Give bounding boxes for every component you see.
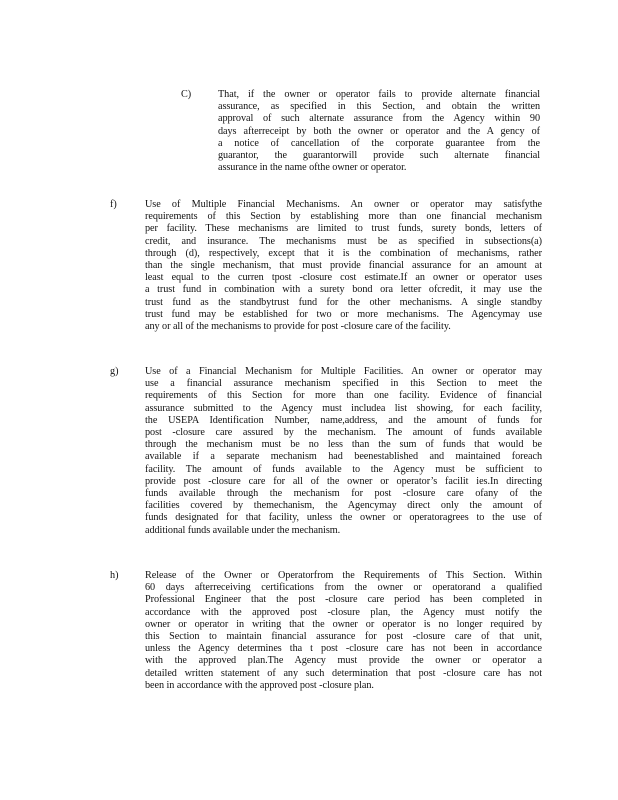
text-line: requirements of this Section by establishing more than one financial mechanism bbox=[145, 211, 542, 223]
text-line: Use of Multiple Financial Mechanisms. An owner or operator may satisfythe bbox=[145, 199, 542, 210]
text-line: detailed written statement of any such determination that post -closure care has not bbox=[145, 667, 542, 679]
text-line: least equal to the curren tpost -closure cost estimate.If an owner or operator uses bbox=[145, 272, 542, 284]
section-h-paragraph bbox=[145, 570, 542, 692]
text-line: additional funds available under the mechanism. bbox=[145, 524, 341, 536]
text-line: with the approved plan.The Agency must provide the owner or operator a bbox=[145, 655, 542, 667]
text-line: guarantor, the guarantorwill provide such alternate financial bbox=[218, 150, 540, 162]
section-marker-h: h) bbox=[110, 570, 119, 581]
text-line: assurance in the name ofthe owner or operator. bbox=[218, 162, 407, 174]
text-line: Use of a Financial Mechanism for Multiple Facilities. An owner or operator may bbox=[145, 366, 542, 377]
text-line: use a financial assurance mechanism specified in this Section to meet the bbox=[145, 378, 542, 390]
text-line: a notice of cancellation of the corporate guarantee from the bbox=[218, 137, 540, 149]
text-line: been in accordance with the approved post -closure plan. bbox=[145, 679, 374, 691]
text-line: per facility. These mechanisms are limited to trust funds, surety bonds, letters of bbox=[145, 223, 542, 235]
text-line: available if a separate mechanism had beenestablished and maintained foreach bbox=[145, 451, 542, 463]
section-marker-f: f) bbox=[110, 199, 117, 210]
text-line: assurance, as specified in this Section, and obtain the written bbox=[218, 101, 540, 113]
text-line: 60 days afterreceiving certifications from the owner or operatorand a qualified bbox=[145, 582, 542, 594]
text-line: funds designated for that facility, unless the owner or operatoragrees to the use of bbox=[145, 512, 542, 524]
text-line: the USEPA Identification Number, name,address, and the amount of funds for bbox=[145, 414, 542, 426]
text-line: Professional Engineer that the post -closure care period has been completed in bbox=[145, 594, 542, 606]
text-line: this Section to maintain financial assurance for post -closure care of that unit, bbox=[145, 631, 542, 643]
text-line: credit, and insurance. The mechanisms must be as specified in subsections(a) bbox=[145, 235, 542, 247]
subsection-marker-c: C) bbox=[181, 89, 192, 100]
text-line: trust fund as the standbytrust fund for the other mechanisms. A single standby bbox=[145, 296, 542, 308]
text-line: accordance with the approved post -closure plan, the Agency must notify the bbox=[145, 606, 542, 618]
text-line: That, if the owner or operator fails to provide alternate financial bbox=[218, 89, 540, 100]
text-line: funds available through the mechanism for post -closure care ofany of the bbox=[145, 488, 542, 500]
subsection-c-paragraph bbox=[218, 89, 540, 174]
text-line: trust fund may be established for two or more mechanisms. The Agencymay use bbox=[145, 308, 542, 320]
text-line: post -closure care assured by the mechanism. The amount of funds available bbox=[145, 427, 542, 439]
text-line: than the single mechanism, that must provide financial assurance for an amount at bbox=[145, 260, 542, 272]
text-line: owner or operator in writing that the owner or operator is no longer required by bbox=[145, 618, 542, 630]
text-line: any or all of the mechanisms to provide for post -closure care of the facility. bbox=[145, 321, 451, 333]
text-line: Release of the Owner or Operatorfrom the Requirements of This Section. Within bbox=[145, 570, 542, 581]
text-line: days afterreceipt by both the owner or operator and the A gency of bbox=[218, 125, 540, 137]
text-line: requirements of this Section for more than one facility. Evidence of financial bbox=[145, 390, 542, 402]
section-f-paragraph bbox=[145, 199, 542, 333]
text-line: unless the Agency determines tha t post -closure care has not been in accordance bbox=[145, 643, 542, 655]
text-line: assurance submitted to the Agency must includea list showing, for each facility, bbox=[145, 402, 542, 414]
section-marker-g: g) bbox=[110, 366, 119, 377]
text-line: a trust fund in combination with a surety bond ora letter ofcredit, it may use the bbox=[145, 284, 542, 296]
text-line: through the mechanism must be no less than the sum of funds that would be bbox=[145, 439, 542, 451]
text-line: facility. The amount of funds available to the Agency must be sufficient to bbox=[145, 463, 542, 475]
text-line: approval of such alternate assurance from the Agency within 90 bbox=[218, 113, 540, 125]
section-g-paragraph bbox=[145, 366, 542, 537]
text-line: provide post -closure care for all of the owner or operator’s facilit ies.In directing bbox=[145, 475, 542, 487]
text-line: through (d), respectively, except that it is the combination of mechanisms, rather bbox=[145, 247, 542, 259]
text-line: facilities covered by themechanism, the Agencymay direct only the amount of bbox=[145, 500, 542, 512]
